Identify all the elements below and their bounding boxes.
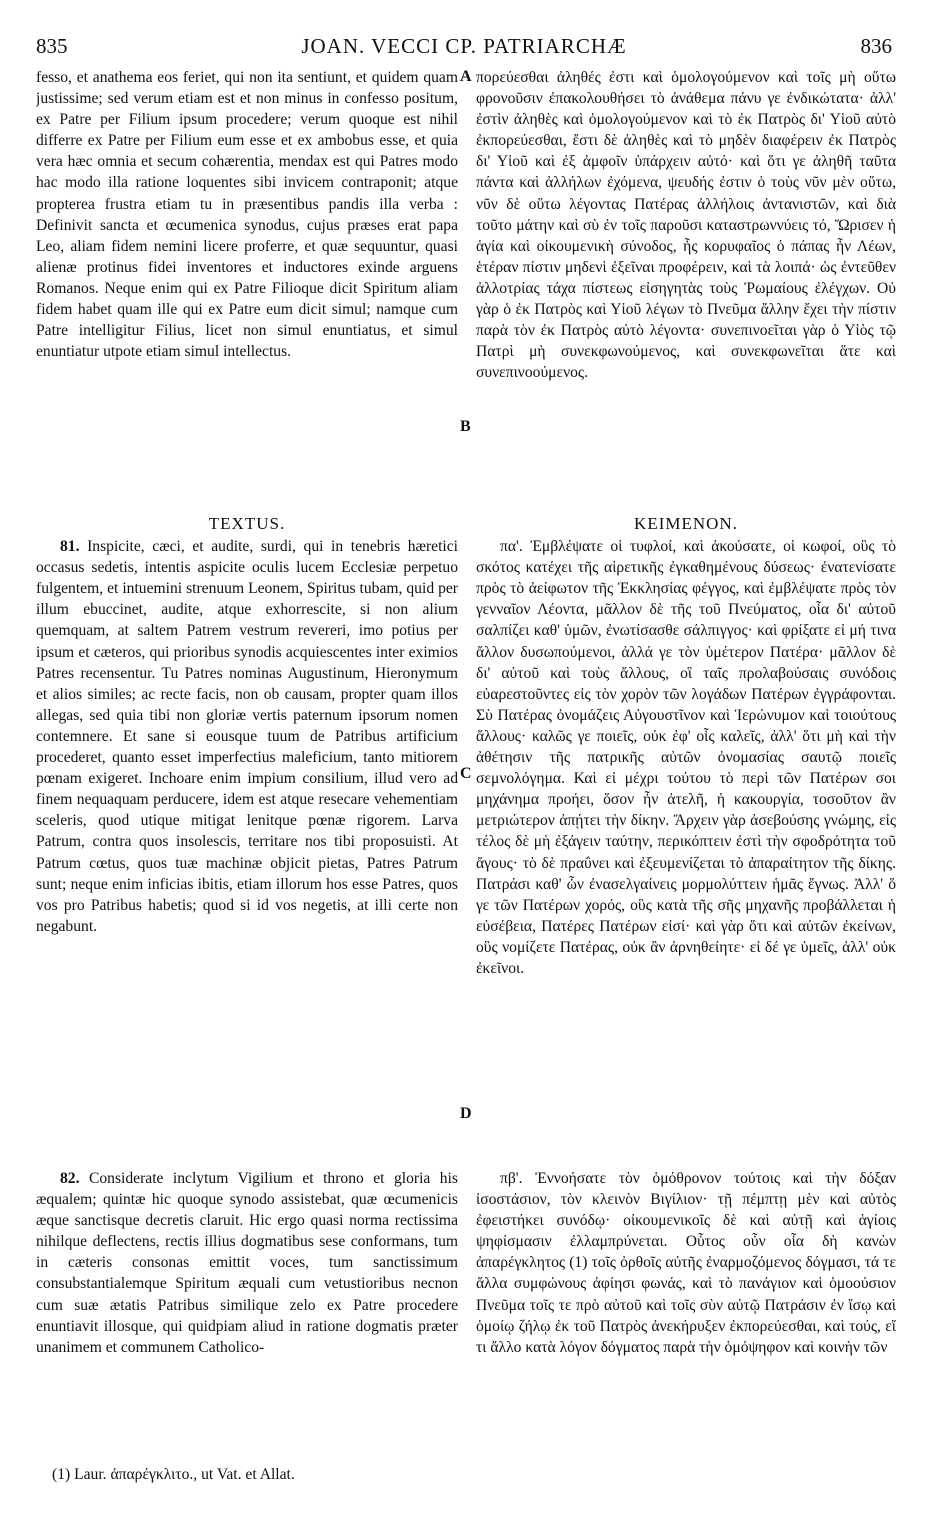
margin-letter-a: A: [460, 68, 472, 85]
greek-paragraph-text-81: Ἐμβλέψατε οἱ τυφλοί, καὶ ἀκούσατε, οἱ κωφοί, οὓς τὸ σκότος κατέχει τῆς αἱρετικῆς ἐγκαθημένους δύσεως· ἐνατενίσατε πρὸς τὸ ἀείφωτον τῆς Ἐκκλησίας φέγγος, καὶ ἐμβλέψατε πρὸς τὸν γενναῖον Λέοντα, μᾶλλον δὲ τῆς τοῦ Πνεύματος, οἷα δι' αὐτοῦ σαλπίζει καθ' ὑμῶν, ἐνωτίσασθε σάλπιγγος· καὶ φρίξατε εἰ μή τινα ἄλλον δυσωπούμενοι, ἀλλά γε τὸν ὑμέτερον Πατέρα· μᾶλλον δὲ δι' αὐτοῦ καὶ τοὺς ἄλλους, οἳ ταῖς προλαβούσαις συνόδοις εὐαρεστοῦντες εἰς τὸν χορὸν τῶν λογάδων Πατέρων ἐγγράφονται. Σὺ Πατέρας ὀνομάζεις Αὐγουστῖνον καὶ Ἱερώνυμον καὶ τοιούτους ἄλλους· καλῶς γε ποιεῖς, οὐκ ἐφ' οἷς καλεῖς, ἀλλ' ὅτι μὴ καὶ τὴν ἀθέτησιν τῆς πατρικῆς αὐτῶν ὀνομασίας σαυτῷ ποιεῖς σεμνολόγημα. Καὶ εἰ μέχρι τούτου τὸ περὶ τῶν Πατέρων σοι μηχάνημα προήει, ὅσον ἦν ἀτελῆ, ἡ κακουργία, τοσοῦτον ἂν μετριώτερον ἀπῄτει τὴν δίκην. Ἄρχειν γὰρ ἀσεβούσης γνώμης, εἰς τέλος δὲ μὴ ἐξάγειν ταύτην, περικόπτειν ἐστὶ τὴν σφοδρότητα τοῦ ἄγους· τὸ δὲ πραΰνει καὶ ἐξευμενίζεται τὸ ἀπαραίτητον τῆς δίκης. Πατράσι καθ' ὧν ἐνασελγαίνεις μορμολύττειν ἡμᾶς ἔγνως. Ἀλλ' ὅ γε τῶν Πατέρων χορός, οὓς κατὰ τῆς σῆς μηχανῆς προβάλλεται ἡ εὐσέβεια, Πατέρες Πατέρων εἰσί· καὶ γὰρ ὅτι καὶ αὐτῶν ἐκείνων, οὓς νομίζετε Πατέρας, οὐκ ἂν ἀρνηθείητε· εἰ δέ γε ὑμεῖς, ἀλλ' οὐκ ἐκεῖνοι.: [476, 538, 896, 977]
greek-section-81: [476, 513, 896, 1163]
latin-paragraph-82: [36, 1168, 458, 1358]
footnote: (1) Laur. ἀπαρέγκλιτο., ut Vat. et Allat.: [52, 1466, 295, 1483]
margin-letter-d: D: [460, 1105, 472, 1122]
latin-section-81: [36, 513, 458, 1133]
latin-paragraph-number-82: 82.: [60, 1170, 80, 1187]
greek-paragraph-81: [476, 536, 896, 979]
latin-paragraph-81: [36, 536, 458, 937]
latin-intro-paragraph: fesso, et anathema eos feriet, qui non ita sentiunt, et quidem quam justissime; sed verum etiam est et non minus in confesso positum, ex Patre per Filium ipsum procedere; verum quoque est nihil differre ex Patre per Filium eum esse et ex ambobus esse, et quia vera hæc omnia et secum cohærentia, mendax est qui Patres modo hac modo illa ratione loquentes sibi invicem contraponit; atque propterea frustra etiam tu in præsentibus pandis illa verba : Definivit sancta et œcumenica synodus, cujus præses erat papa Leo, aliam fidem nemini licere proferre, et quæ sequuntur, quasi alienæ protinus fidei inventores et inductores exinde arguens Romanos. Neque enim qui ex Patre Filioque dicit Spiritum aliam fidem habet quam ille qui ex Patre eum dicit simul; namque cum Patre intelligitur Filius, licet non simul enuntiatus, et simul enuntiatur utpote etiam simul intellectus.: [36, 69, 458, 361]
page-header: [0, 34, 928, 64]
greek-heading: KEIMENON.: [634, 514, 738, 533]
latin-paragraph-text-81: Inspicite, cæci, et audite, surdi, qui in tenebris hæretici occasus sedetis, intentis aspicite oculis lucem Ecclesiæ perpetuo fulgentem, et intuemini strenuum Leonem, Spiritus tubam, quid per illum ebuccinet, audite, atque exhorrescite, si non alium quemquam, at saltem Patrem vestrum revereri, imo potius per ipsum et cæteros, qui prioribus synodis acquiescentes inter eximios Patres recensentur. Tu Patres nominas Augustinum, Hieronymum et alios similes; ac recte facis, non ob causam, propter quam illos allegas, sed quia tibi non gloriæ vertis paternum ipsorum nomen contemnere. Et sane si eousque tuum de Patribus artificium procederet, quanto esset imperfectius maleficium, tanto mitiorem pœnam exigeret. Inchoare enim impium consilium, illud vero ad finem nequaquam perducere, idem est atque resecare vehementiam sceleris, quod utique mitigat lenitque pœnæ rigorem. Larva Patrum, contra quos insolescis, territare nos tibi proposuisti. At Patrum cœtus, quos tuæ machinæ objicit pietas, Patres Patrum sunt; neque enim inficias ibitis, etiam illorum hos esse Patres, quos vos pro Patribus habetis; quod si id vos negetis, at illi certe non negabunt.: [36, 538, 458, 935]
latin-intro-column: [36, 67, 458, 487]
greek-paragraph-82: [476, 1168, 896, 1358]
greek-paragraph-text-82: Ἐννοήσατε τὸν ὁμόθρονον τούτοις καὶ τὴν δόξαν ἰσοστάσιον, τὸν κλεινὸν Βιγίλιον· τῇ πέμπτῃ μὲν καὶ αὐτὸς ἐφειστήκει συνόδῳ· οἰκουμενικοῖς δὲ καὶ αὐτῇ καὶ ἁγίοις ψηφίσμασιν ἐλλαμπρύνεται. Οὗτος οὖν οἷα δὴ κανὼν ἀπαρέγκλητος (1) τοῖς ὀρθοῖς αὐτῆς ἐναρμοζόμενος δόγμασι, τά τε ἄλλα συμφώνους ἀφίησι φωνάς, καὶ τὸ πανάγιον καὶ ὁμοούσιον Πνεῦμα τοῖς τε πρὸ αὐτοῦ καὶ τοῖς σὺν αὐτῷ Πατράσιν ἐν ἴσῳ καὶ ὁμοίῳ ζήλῳ ἐκ τοῦ Πατρὸς ἀνεκήρυξεν ἐκπορεύεσθαι, καὶ τούς, εἴ τι ἄλλο κατὰ λόγον δόγματος παρὰ τὴν ὁμόψηφον καὶ κοινὴν τῶν: [476, 1170, 896, 1356]
greek-intro-column: [476, 67, 896, 517]
page-number-left: 835: [36, 34, 68, 58]
page-number-right: 836: [860, 34, 892, 58]
latin-section-82: [36, 1168, 458, 1448]
margin-letter-c: C: [460, 765, 472, 782]
margin-letter-b: B: [460, 418, 471, 435]
greek-intro-paragraph: πορεύεσθαι ἀληθές ἐστι καὶ ὁμολογούμενον καὶ τοῖς μὴ οὕτω φρονοῦσιν ἐπακολουθήσει τὸ ἀνάθεμα πάνυ γε ἐνδικώτατα· ἀλλ' ἐστὶν ἀληθὲς καὶ ὁμολογούμενον καὶ τὸ ἐκ Πατρὸς δι' Υἱοῦ αὐτὸ ἐκπορεύεσθαι, ἔστι δὲ ἀληθὲς καὶ τὸ μηδὲν διαφέρειν ἐκ Πατρὸς δι' Υἱοῦ καὶ ἐξ ἀμφοῖν ὑπάρχειν αὐτό· καὶ ὅτι γε ἀληθῆ ταῦτα πάντα καὶ ἀλλήλων ἐχόμενα, ψευδής ἐστιν ὁ τοὺς νῦν μὲν οὕτω, νῦν δὲ οὕτω λέγοντας Πατέρας ἀλλήλοις ἀντανιστῶν, καὶ διὰ τοῦτο μάτην καὶ σὺ ἐν τοῖς παροῦσι καταστρωννύεις τό, Ὥρισεν ἡ ἁγία καὶ οἰκουμενικὴ σύνοδος, ἧς κορυφαῖος ὁ πάπας ἦν Λέων, ἑτέραν πίστιν μηδενὶ ἐξεῖναι προφέρειν, καὶ τὰ λοιπά· ὡς ἐντεῦθεν ἀλλοτρίας τάχα πίστεως εἰσηγητὰς τοὺς Ῥωμαίους ἐλέγχων. Οὐ γὰρ ὁ ἐκ Πατρὸς καὶ Υἱοῦ λέγων τὸ Πνεῦμα ἄλλην ἔχει τὴν πίστιν παρὰ τὸν ἐκ Πατρὸς αὐτὸ λέγοντα· συνεπινοεῖται γὰρ ὁ Υἱὸς τῷ Πατρὶ μὴ συνεκφωνούμενος, καὶ συνεκφωνεῖται ἅτε καὶ συνεπινοούμενος.: [476, 69, 896, 382]
latin-heading: TEXTUS.: [208, 514, 286, 533]
greek-paragraph-number-82: πβ'.: [500, 1170, 523, 1187]
latin-paragraph-number-81: 81.: [60, 538, 80, 556]
greek-paragraph-number-81: πα'.: [500, 538, 523, 556]
latin-paragraph-text-82: Considerate inclytum Vigilium et throno et gloria his æqualem; quintæ hic quoque synodo assistebat, quæ œcumenicis æque sanctisque decretis claruit. Hic ergo quasi norma rectissima nihilque deflectens, rectis illius dogmatibus sese conformans, tum in cæteris consonas emittit voces, tum sanctissimum consubstantialemque Spiritum æquali cum vetustioribus necnon cum suæ ætatis Patribus similique zelo ex Patre procedere enuntiavit illosque, qui quidpiam aliud in ratione dogmatis præter unanimem et communem Catholico-: [36, 1170, 458, 1356]
running-title: JOAN. VECCI CP. PATRIARCHÆ: [301, 34, 627, 58]
greek-section-82: [476, 1168, 896, 1453]
